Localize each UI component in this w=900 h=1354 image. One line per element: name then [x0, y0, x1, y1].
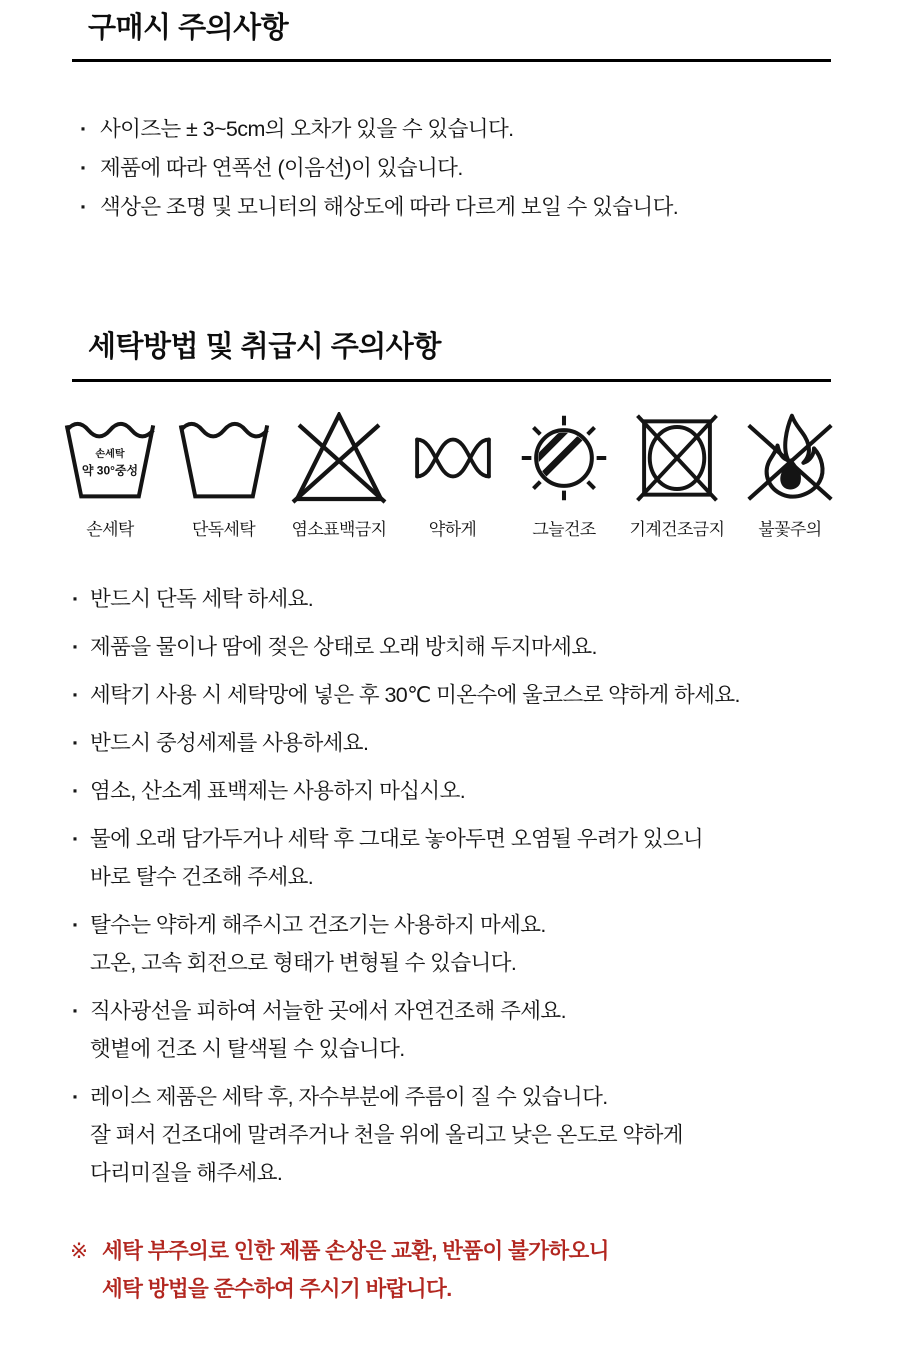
list-item [72, 820, 900, 896]
list-item-text: 세탁기 사용 시 세탁망에 넣은 후 30℃ 미온수에 울코스로 약하게 하세요. [90, 682, 740, 707]
list-item [72, 724, 900, 762]
list-item [72, 772, 900, 810]
list-item [72, 992, 900, 1068]
list-item-text: 탈수는 약하게 해주시고 건조기는 사용하지 마세요. 고온, 고속 회전으로 형태가 변형될 수 있습니다. [90, 912, 546, 975]
care-list [72, 580, 900, 1192]
no-open-flame-icon [742, 412, 838, 504]
list-item-text: 색상은 조명 및 모니터의 해상도에 따라 다르게 보일 수 있습니다. [100, 195, 679, 220]
list-item [72, 1078, 900, 1192]
list-item [80, 196, 900, 219]
purchase-section [0, 0, 900, 219]
icon-label: 그늘건조 [532, 519, 596, 539]
bullet-dot: · [72, 730, 79, 755]
care-icon-no-machine-dry [630, 412, 725, 540]
divider [72, 379, 831, 382]
bullet-dot: · [72, 634, 79, 659]
no-machine-dry-icon [630, 412, 724, 504]
icon-label: 기계건조금지 [629, 519, 725, 539]
list-item [72, 906, 900, 982]
list-item-text: 제품에 따라 연폭선 (이음선)이 있습니다. [100, 156, 463, 181]
hand-wash-icon [62, 412, 158, 504]
separate-wash-icon [176, 412, 272, 504]
divider [72, 59, 831, 62]
bullet-dot: · [80, 195, 87, 220]
icon-label: 단독세탁 [191, 519, 256, 539]
care-icon-no-bleach [289, 412, 389, 540]
bullet-dot: · [72, 682, 79, 707]
reference-mark: ※ [70, 1238, 88, 1263]
icon-label: 손세탁 [86, 519, 134, 539]
bullet-dot: · [72, 912, 79, 937]
list-item-text: 반드시 단독 세탁 하세요. [90, 586, 314, 611]
bullet-dot: · [80, 156, 87, 181]
list-item-text: 반드시 중성세제를 사용하세요. [90, 730, 369, 755]
bullet-dot: · [72, 998, 79, 1023]
list-item-text: 물에 오래 담가두거나 세탁 후 그대로 놓아두면 오염될 우려가 있으니 바로 탈수 건조해 주세요. [90, 826, 704, 889]
icon-label: 불꽃주의 [758, 519, 822, 539]
purchase-list [80, 118, 900, 219]
list-item-text: 레이스 제품은 세탁 후, 자수부분에 주름이 질 수 있습니다. 잘 펴서 건조대에 말려주거나 천을 위에 올리고 낮은 온도로 약하게 다리미질을 해주세요. [90, 1084, 683, 1185]
bullet-dot: · [80, 117, 87, 142]
purchase-title: 구매시 주의사항 [88, 12, 289, 44]
list-item [72, 628, 900, 666]
care-icon-separate-wash [176, 412, 272, 540]
care-icon-wring-gently [407, 412, 499, 540]
svg-text:약 30°중성: 약 30°중성 [81, 462, 139, 477]
list-item [72, 676, 900, 714]
bullet-dot: · [72, 586, 79, 611]
care-icon-hand-wash [62, 412, 158, 540]
care-icon-no-open-flame [742, 412, 838, 540]
bullet-dot: · [72, 1084, 79, 1109]
bullet-dot: · [72, 778, 79, 803]
svg-text:손세탁: 손세탁 [95, 448, 125, 460]
list-item-text: 염소, 산소계 표백제는 사용하지 마십시오. [90, 778, 466, 803]
shade-dry-icon [516, 412, 612, 504]
list-item-text: 직사광선을 피하여 서늘한 곳에서 자연건조해 주세요. 햇볕에 건조 시 탈색될 수 있습니다. [90, 998, 566, 1061]
care-icon-shade-dry [516, 412, 612, 540]
no-chlorine-bleach-icon [289, 412, 389, 504]
list-item-text: 제품을 물이나 땀에 젖은 상태로 오래 방치해 두지마세요. [90, 634, 597, 659]
icon-label: 염소표백금지 [291, 519, 387, 539]
list-item-text: 사이즈는 ± 3~5cm의 오차가 있을 수 있습니다. [100, 117, 514, 142]
wring-gently-icon [407, 412, 499, 504]
list-item [80, 157, 900, 180]
list-item [80, 118, 900, 141]
list-item [72, 580, 900, 618]
care-section [0, 319, 900, 1307]
care-icons-row [62, 412, 838, 540]
warning-text: 세탁 부주의로 인한 제품 손상은 교환, 반품이 불가하오니 세탁 방법을 준수하여 주시기 바랍니다. [102, 1238, 609, 1301]
bullet-dot: · [72, 826, 79, 851]
warning-note [70, 1232, 900, 1308]
care-title: 세탁방법 및 취급시 주의사항 [88, 331, 441, 364]
icon-label: 약하게 [428, 519, 477, 539]
